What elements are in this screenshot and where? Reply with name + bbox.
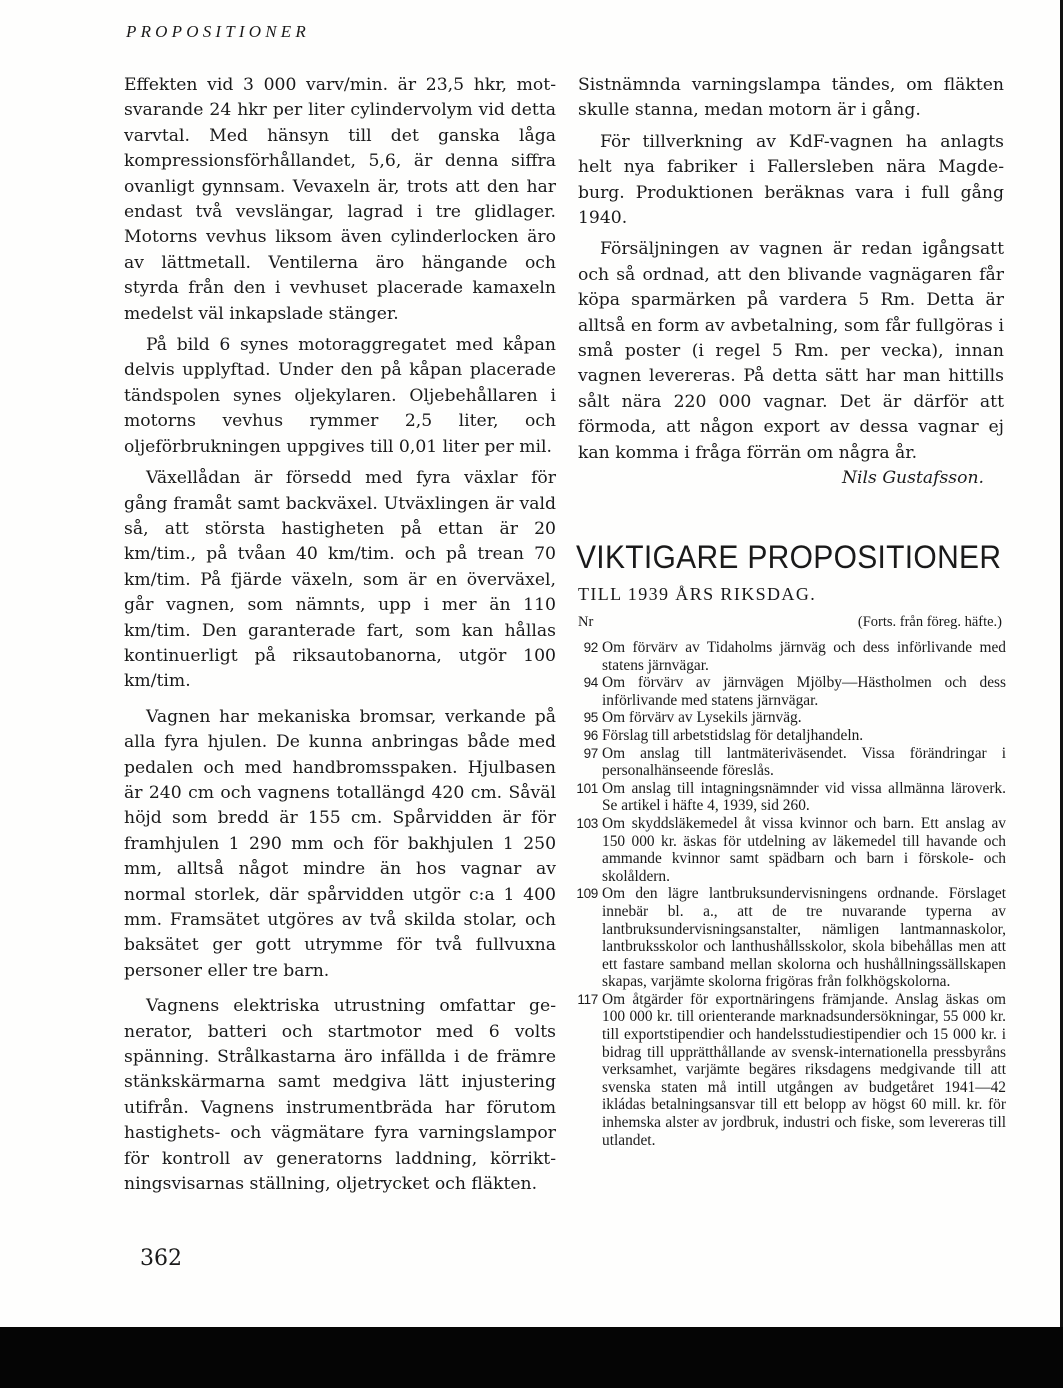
list-item bbox=[574, 745, 1006, 780]
author-signature: Nils Gustafsson. bbox=[842, 468, 984, 489]
paragraph: På bild 6 synes motoraggregatet med kåpan delvis upplyftad. Under den på kåpan placerade tändspolen synes oljekylaren. Oljebehållaren i motorns vevhus rymmer 2,5 liter, och oljeförbrukningen uppgives till 0,01 liter per mil. bbox=[124, 335, 556, 457]
paragraph: Vagnens elektriska utrustning omfattar generator, batteri och startmotor med 6 volts spänning. Strålkastarna äro infällda i de främre stänkskärmarna samt medgiva lätt injustering utifrån. Vagnens instrumentbräda har förutom hastighets- och vägmätare fyra varningslampor för kontroll av generatorns laddning, körriktningsvisarnas ställning, oljetrycket och fläkten. bbox=[124, 996, 556, 1195]
scan-border bbox=[0, 1327, 1063, 1388]
list-header bbox=[578, 614, 1002, 631]
list-item bbox=[574, 885, 1006, 991]
section-title: VIKTIGARE PROPOSITIONER bbox=[576, 540, 1002, 576]
list-item bbox=[574, 639, 1006, 674]
propositions-list bbox=[574, 639, 1006, 1149]
item-number: 97 bbox=[583, 745, 598, 761]
item-text: Om skyddsläkemedel åt vissa kvinnor och barn. Ett anslag av 150 000 kr. äskas för utdelning av läkemedel till havande och ammande kvinnor samt spädbarn och barn i förskole- och skolåldern. bbox=[602, 814, 1006, 885]
item-text: Om anslag till lantmäteriväsendet. Vissa förändringar i personalhänseende föreslås. bbox=[602, 744, 1006, 780]
continued-note: (Forts. från föreg. häfte.) bbox=[857, 614, 1002, 630]
list-item bbox=[574, 674, 1006, 709]
paragraph: Försäljningen av vagnen är redan igångsatt och så ordnad, att den blivande vagnägaren får köpa sparmärken på vardera 5 Rm. Detta är alltså en form av avbetalning, som får fullgöras i små poster (i regel 5 Rm. per vecka), innan vagnen levereras. På detta sätt har man hittills sålt nära 220 000 vagnar. Det är därför att förmoda, att någon export av dessa vagnar ej kan komma i fråga förrän om några år. bbox=[578, 239, 1004, 463]
item-number: 101 bbox=[576, 780, 598, 796]
paragraph: Sistnämnda varningslampa tändes, om fläkten skulle stanna, medan motorn är i gång. bbox=[578, 75, 1004, 121]
item-text: Om åtgärder för exportnäringens främjande. Anslag äskas om 100 000 kr. till orienterande marknadsundersökningar, 55 000 kr. till exportstipendier och handelsstudiestipendier och 15 000 kr. i bidrag till upprätthållande av svensk-internationella pressbyråns verksamhet, varjämte begäres riksdagens medgivande till att svenska staten må intill utgången av budgetåret 1941—42 ikládas betalningsansvar till ett belopp av högst 60 mill. kr. för inhemska alster av jordbruk, industri och fiske, som levereras till utlandet. bbox=[602, 990, 1006, 1149]
page-number: 362 bbox=[140, 1246, 182, 1271]
paragraph: Effekten vid 3 000 varv/min. är 23,5 hkr, motsvarande 24 hkr per liter cylindervolym vid detta varvtal. Med hänsyn till det ganska låga kompressionsförhållandet, 5,6, är denna siffra ovanligt gynnsam. Vevaxeln är, trots att den har endast två vevslängar, lagrad i tre glidlager. Motorns vevhus liksom även cylinderlocken äro av lättmetall. Ventilerna äro hängande och styrda från den i vevhuset placerade kamaxeln medelst väl inkapslade stänger. bbox=[124, 75, 556, 324]
item-text: Om förvärv av Lysekils järnväg. bbox=[602, 709, 802, 727]
nr-label: Nr bbox=[578, 614, 594, 630]
running-head: PROPOSITIONER bbox=[126, 22, 310, 41]
right-column bbox=[578, 73, 1004, 492]
item-text: Om den lägre lantbruksundervisningens ordnande. Förslaget innebär bl. a., att de tre nuvarande typerna av lantbruksundervisningsanstalter, nämligen lantmannaskolor, lantbruksskolor och lanthushållsskolor, skola bibehållas men att ett fastare samband mellan skolorna och hushållningssällskapen skapas, varjämte skolorna frigöras från folkhögskolorna. bbox=[602, 885, 1006, 991]
item-number: 103 bbox=[576, 815, 598, 831]
item-text: Om förvärv av Tidaholms järnväg och dess införlivande med statens järnvägar. bbox=[602, 639, 1006, 674]
item-number: 96 bbox=[583, 727, 598, 743]
item-text: Förslag till arbetstidslag för detaljhandeln. bbox=[602, 726, 864, 744]
list-item bbox=[574, 991, 1006, 1149]
paragraph: För tillverkning av KdF-vagnen ha anlagts helt nya fabriker i Fallersleben nära Magdeburg. Produktionen beräknas vara i full gång 1940. bbox=[578, 131, 1004, 229]
item-number: 109 bbox=[576, 886, 598, 902]
section-subtitle: TILL 1939 ÅRS RIKSDAG. bbox=[578, 584, 817, 604]
item-number: 94 bbox=[583, 675, 598, 691]
item-text: Om förvärv av järnvägen Mjölby—Hästholmen och dess införlivande med statens järnvägar. bbox=[602, 674, 1006, 709]
list-item bbox=[574, 815, 1006, 885]
item-text: Om anslag till intagningsnämnder vid vissa allmänna läroverk. Se artikel i häfte 4, 1939, sid 260. bbox=[602, 779, 1006, 815]
left-column bbox=[124, 73, 556, 1197]
item-number: 117 bbox=[577, 991, 598, 1007]
list-item bbox=[574, 709, 1006, 727]
paragraph: Vagnen har mekaniska bromsar, verkande på alla fyra hjulen. De kunna anbringas både med pedalen och med handbromsspaken. Hjulbasen är 240 cm och vagnens totallängd 420 cm. Såväl höjd som bredd är 155 cm. Spårvidden är för framhjulen 1 290 mm och för bakhjulen 1 250 mm, alltså något mindre än hos vagnar av normal storlek, där spårvidden utgör c:a 1 400 mm. Framsätet utgöres av två skilda stolar, och baksätet ger gott utrymme för två fullvuxna personer eller tre barn. bbox=[124, 706, 556, 981]
item-number: 95 bbox=[583, 710, 598, 726]
list-item bbox=[574, 727, 1006, 745]
list-item bbox=[574, 780, 1006, 815]
item-number: 92 bbox=[583, 640, 598, 655]
paragraph: Växellådan är försedd med fyra växlar för gång framåt samt backväxel. Utväxlingen är vald så, att största hastigheten på ettan är 20 km/tim., på tvåan 40 km/tim. och på trean 70 km/tim. På fjärde växeln, som är en överväxel, går vagnen, som nämnts, upp i mer än 110 km/tim. Den garanterade fart, som kan hållas kontinuerligt på riksautobanorna, utgör 100 km/tim. bbox=[124, 468, 556, 692]
